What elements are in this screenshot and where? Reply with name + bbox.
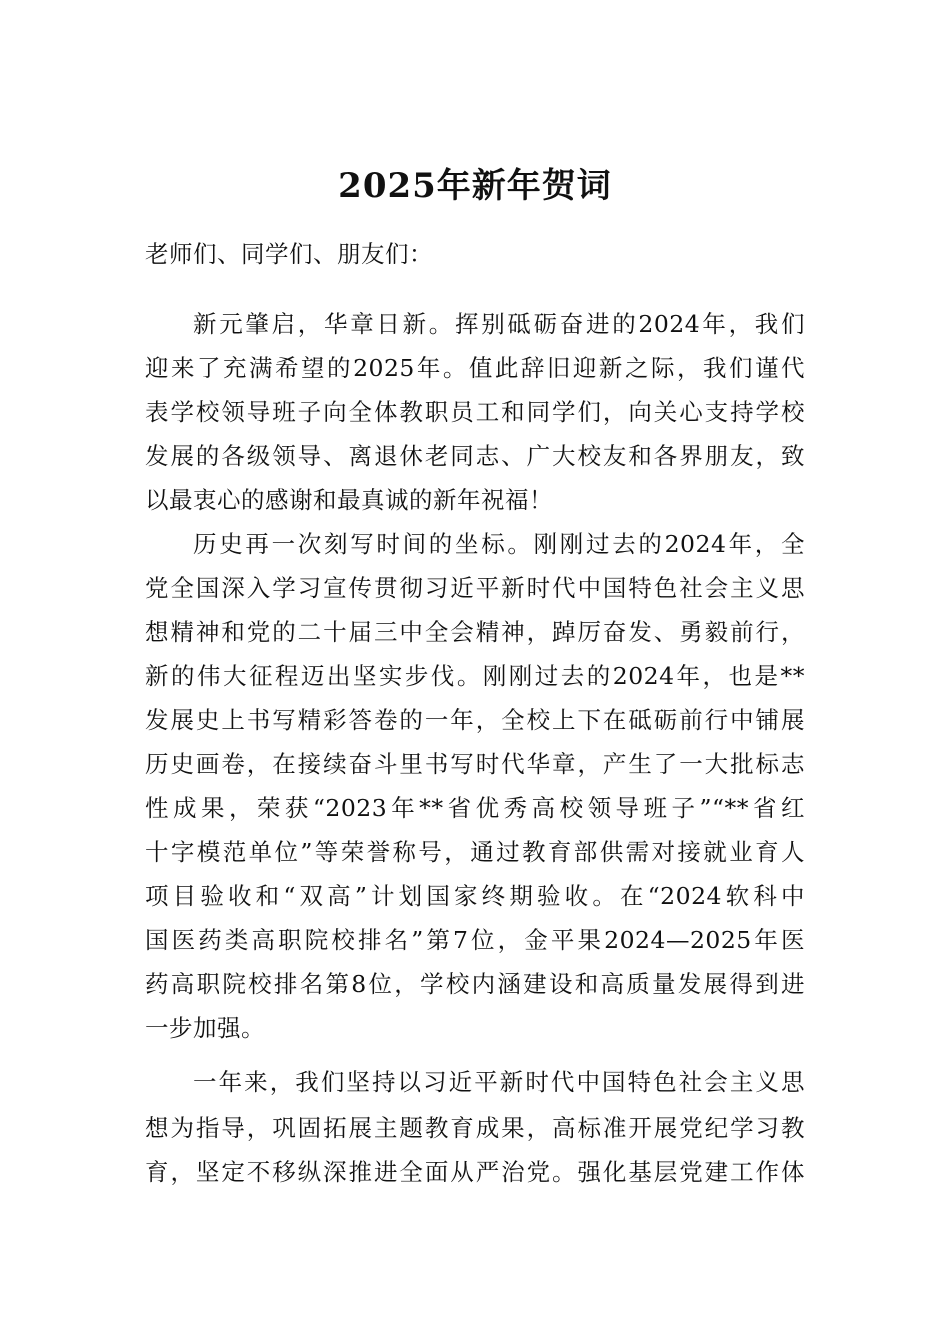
paragraph-2-line-3: 想精神和党的二十届三中全会精神，踔厉奋发、勇毅前行，	[145, 618, 805, 646]
paragraph-2-line-10: 国医药类高职院校排名”第7位，金平果2024—2025年医	[145, 926, 805, 954]
paragraph-2-line-8: 十字模范单位”等荣誉称号，通过教育部供需对接就业育人	[145, 838, 805, 866]
paragraph-2-line-6: 历史画卷，在接续奋斗里书写时代华章，产生了一大批标志	[145, 750, 805, 778]
document-title: 2025年新年贺词	[338, 166, 612, 206]
paragraph-2-line-5: 发展史上书写精彩答卷的一年，全校上下在砥砺前行中铺展	[145, 706, 805, 734]
paragraph-1-line-5: 以最衷心的感谢和最真诚的新年祝福！	[145, 486, 553, 514]
paragraph-2-line-11: 药高职院校排名第8位，学校内涵建设和高质量发展得到进	[145, 970, 805, 998]
paragraph-2-line-1: 历史再一次刻写时间的坐标。刚刚过去的2024年，全	[193, 530, 805, 558]
paragraph-3-line-3: 育，坚定不移纵深推进全面从严治党。强化基层党建工作体	[145, 1158, 805, 1186]
paragraph-3-line-2: 想为指导，巩固拓展主题教育成果，高标准开展党纪学习教	[145, 1114, 805, 1142]
paragraph-1-line-2: 迎来了充满希望的2025年。值此辞旧迎新之际，我们谨代	[145, 354, 805, 382]
paragraph-2-line-7: 性成果，荣获“2023年**省优秀高校领导班子”“**省红	[145, 794, 805, 822]
salutation: 老师们、同学们、朋友们：	[145, 240, 433, 268]
paragraph-1-line-1: 新元肇启，华章日新。挥别砥砺奋进的2024年，我们	[193, 310, 805, 338]
paragraph-2-line-2: 党全国深入学习宣传贯彻习近平新时代中国特色社会主义思	[145, 574, 805, 602]
paragraph-2-line-4: 新的伟大征程迈出坚实步伐。刚刚过去的2024年，也是**	[145, 662, 805, 690]
paragraph-2-line-9: 项目验收和“双高”计划国家终期验收。在“2024软科中	[145, 882, 805, 910]
paragraph-3-line-1: 一年来，我们坚持以习近平新时代中国特色社会主义思	[193, 1068, 805, 1096]
paragraph-1-line-3: 表学校领导班子向全体教职员工和同学们，向关心支持学校	[145, 398, 805, 426]
paragraph-1-line-4: 发展的各级领导、离退休老同志、广大校友和各界朋友，致	[145, 442, 805, 470]
paragraph-2-line-12: 一步加强。	[145, 1014, 265, 1042]
